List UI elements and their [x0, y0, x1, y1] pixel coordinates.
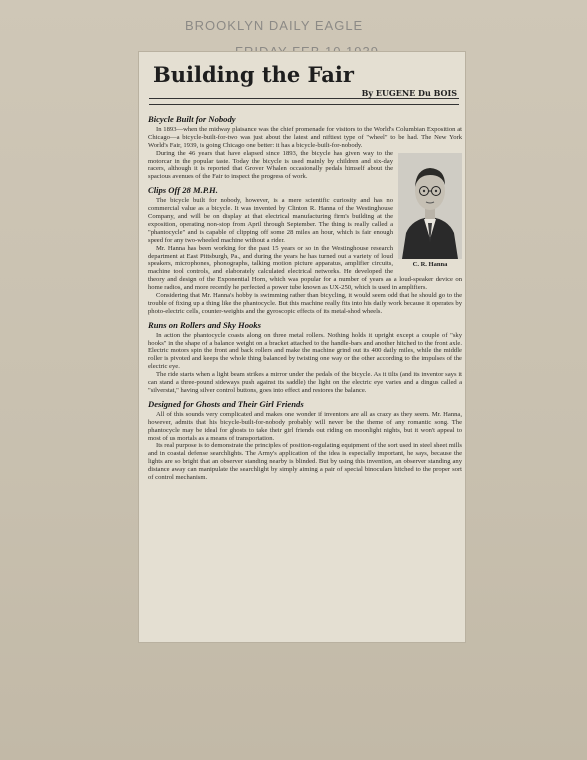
headline-rule-lower	[149, 104, 459, 105]
paragraph: Its real purpose is to demonstrate the principles of position-regulating equipment of the sort used in steel sheet mills and in coastal defense searchlights. The Army's application of the idea is especially important, he says, because the lights are so bright that an observer standing nearby is blinded. But by using this invention, an observer standing any distance away can manipulate the searchlight by simply aiming a pair of special binoculars hitched to the proper sort of control mechanism.	[148, 442, 462, 482]
paragraph: Considering that Mr. Hanna's hobby is swimming rather than bicycling, it would seem odd that he should go to the trouble of fixing up a thing like the phantocycle. But this machine really fits into his daily work because it operates by photo-electric cells, counter-weights and the gyroscopic effects of its metal-shod wheels.	[148, 292, 462, 315]
headline: Building the Fair	[153, 62, 354, 87]
headline-rule	[149, 98, 459, 99]
paragraph: The ride starts when a light beam strikes a mirror under the pedals of the bicycle. As it tilts (and its inventor says it can stand a three-pound sideways push against its saddle) the light on the electric eye varies and a dingus called a "silverstat," having silver control buttons, goes into effect and restores the balance.	[148, 371, 462, 394]
portrait-caption: C. R. Hanna	[412, 260, 448, 268]
section-heading: Bicycle Built for Nobody	[148, 114, 236, 124]
paragraph: In 1893—when the midway plaisance was the chief promenade for visitors to the World's Columbian Exposition at Chicago—a bicycle-built-for-two was just about the latest and niftiest type of "wheel" to be had. The New York World's Fair, 1939, is going Chicago one better: it has a bicycle-built-for-nobody.	[148, 125, 462, 149]
portrait-figure	[398, 153, 462, 269]
article-body	[148, 110, 462, 482]
section-heading: Clips Off 28 M.P.H.	[148, 185, 218, 196]
paragraph: During the 46 years that have elapsed since 1893, the bicycle has given way to the motorcar in the popular taste. Today the bicycle is used mainly by children and six-day racers, although it is reported that Grover Whalen occasionally pedals himself about the spacious avenues of the Fair to inspect the progress of work.	[148, 149, 393, 181]
section-heading: Designed for Ghosts and Their Girl Friends	[148, 398, 304, 409]
paragraph: The bicycle built for nobody, however, is a mere scientific curiosity and has no commercial value as a bicycle. It was invented by Clinton R. Hanna of the Westinghouse Company, and will be on display at that electrical manufacturing firm's building at the exposition, operating non-stop from April through September. The thing is really called a "phantocycle" and is capable of clipping off some 28 miles an hour, which is fair enough speed for any two-wheeled machine without a rider.	[148, 197, 393, 244]
section-heading: Runs on Rollers and Sky Hooks	[148, 319, 261, 330]
newspaper-name-stamp: BROOKLYN DAILY EAGLE	[185, 18, 364, 33]
paragraph: Mr. Hanna has been working for the past 15 years or so in the Westinghouse research department at East Pittsburgh, Pa., and during the years he has turned out a variety of loud speakers, microphones, phonographs, talking motion picture apparatus, amplifier circuits, machine tool controls, and elaborately calculated electrical networks. He developed the theory and design of the Exponential Horn, which was popular for a number of years as a loud-speaker device on home radios, and more recently he perfected a power tube known as UX-250, which is used in amplifiers.	[148, 244, 462, 292]
paragraph: All of this sounds very complicated and makes one wonder if inventors are all as crazy as they seem. Mr. Hanna, however, admits that his bicycle-built-for-nobody probably will never be the theme of any romantic song. The phantocycle may be ideal for ghosts to take their girl friends out riding on moonlight nights, but it won't appeal to most of us mortals as a means of transportation.	[148, 410, 462, 442]
portrait-photo	[398, 153, 462, 259]
newspaper-clipping	[139, 52, 465, 642]
byline: By EUGENE Du BOIS	[358, 88, 461, 98]
paragraph: In action the phantocycle coasts along on three metal rollers. Nothing holds it upright except a couple of "sky hooks" in the shape of a balance weight on a bracket attached to the handle-bars and another hitched to the front axle. Electric motors spin the front and back rollers and make the machine grind out its 400 daily miles, while the middle roller is pivoted and keeps the whole thing balanced by twisting one way or the other according to the impulses of the electric eye.	[148, 331, 462, 371]
